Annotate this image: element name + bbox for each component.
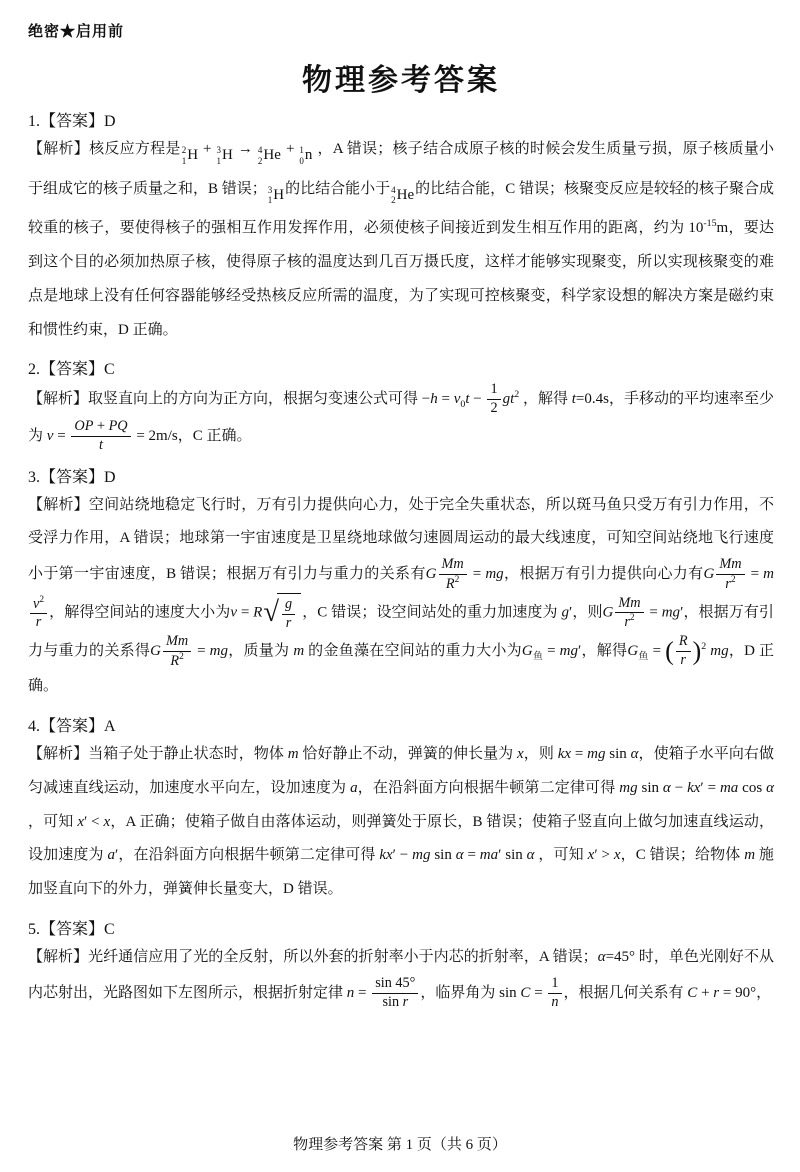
math-roman: sin xyxy=(430,847,456,864)
math-roman: = xyxy=(648,643,666,660)
math-var: v xyxy=(33,595,40,612)
math-roman: ′ < xyxy=(84,813,104,830)
math-var: G xyxy=(627,643,639,660)
math-var: C xyxy=(687,984,698,1001)
math-var: ma xyxy=(479,847,499,864)
math-var: r xyxy=(713,984,720,1001)
math-var: v xyxy=(46,427,54,444)
big-paren: ) xyxy=(692,636,702,666)
math-roman: ′ xyxy=(114,847,119,864)
problem-5-analysis: 【解析】光纤通信应用了光的全反射，所以外套的折射率小于内芯的折射率，A 错误；α=45° 时，单色光刚好不从内芯射出，光路图如下左图所示，根据折射定律 n = $\frac{\sin 45^\circ}{\text{sin r}}$ ，临界角为 sin C = $\frac{1}{n}$ ，根据几何关系有 C + r = 90°， xyxy=(28,948,774,1010)
problem-1 xyxy=(28,108,774,347)
math-var: g xyxy=(561,604,569,621)
math-var: x xyxy=(587,847,595,864)
math-roman: cos xyxy=(738,779,767,796)
problem-3 xyxy=(28,464,774,705)
superscript: -15 xyxy=(703,218,717,230)
math-var: R xyxy=(170,652,180,669)
math-roman: → xyxy=(233,141,257,157)
math-var: G xyxy=(703,566,715,583)
big-paren: ( xyxy=(665,636,674,666)
math-roman: = xyxy=(193,643,210,660)
problem-5-answer-line: 5.【答案】C xyxy=(28,920,115,938)
fraction xyxy=(439,556,467,593)
nuclide: 4 2 He xyxy=(391,184,415,206)
math-var: a xyxy=(350,779,358,796)
fraction xyxy=(30,595,47,632)
math-roman: − xyxy=(469,391,486,408)
problem-2 xyxy=(28,356,774,454)
subscript: 0 xyxy=(460,399,466,411)
math-var: kx xyxy=(379,847,393,864)
problem-4-answer-line: 4.【答案】A xyxy=(28,718,116,736)
math-var: a xyxy=(107,847,115,864)
superscript: 2 xyxy=(39,594,45,605)
math-var: r xyxy=(35,614,42,631)
math-var: mg xyxy=(661,604,681,621)
fraction: $\frac{1}{2}$ xyxy=(487,381,500,418)
fraction xyxy=(716,556,744,593)
math-var: Mm xyxy=(719,556,742,573)
math-roman: = xyxy=(437,391,454,408)
math-var: n xyxy=(346,984,355,1001)
math-var: mg xyxy=(209,643,228,660)
math-var: h xyxy=(430,391,438,408)
math-var: G xyxy=(425,566,437,583)
math-roman: = xyxy=(468,566,486,583)
problem-2-answer-line: 2.【答案】C xyxy=(28,361,115,379)
math-roman: − xyxy=(421,391,431,408)
math-var: mg xyxy=(559,643,578,660)
math-var: x xyxy=(103,813,111,830)
fraction xyxy=(676,633,691,670)
math-roman: m xyxy=(716,220,729,237)
math-roman: ′ xyxy=(568,604,573,621)
superscript: 2 xyxy=(701,641,707,653)
subscript: 鱼 xyxy=(532,651,544,663)
fraction xyxy=(548,975,561,1012)
nuclide: 3 1 H xyxy=(267,184,285,206)
nuclide: 4 2 He xyxy=(257,145,281,166)
math-roman: = xyxy=(543,643,560,660)
problem-2-analysis: 【解析】取竖直向上的方向为正方向，根据匀变速公式可得 $-h = v_0t$ − $\frac{1}{2}$ $gt^2$ ，解得 t=0.4s，手移动的平均速率至少为 v = $\frac{OP + PQ}{t}$ = 2m/s，C 正确。 xyxy=(28,381,774,453)
math-var: α xyxy=(630,746,639,763)
math-var: t xyxy=(99,436,103,453)
math-roman: ′ − xyxy=(392,847,413,864)
subscript: 鱼 xyxy=(638,651,649,663)
math-var: α xyxy=(662,779,671,796)
math-roman: + xyxy=(199,141,216,157)
math-var: t xyxy=(571,391,576,408)
math-var: R xyxy=(678,633,688,650)
math-roman: = xyxy=(571,746,588,763)
fraction xyxy=(71,418,130,455)
math-roman: + xyxy=(93,417,109,434)
math-var: R xyxy=(445,575,455,592)
problem-1-answer-line: 1.【答案】D xyxy=(28,113,116,130)
math-var: m xyxy=(744,847,756,864)
math-roman: sin xyxy=(605,746,631,763)
math-var: G xyxy=(602,604,614,621)
problem-3-analysis: 【解析】空间站绕地稳定飞行时，万有引力提供向心力，处于完全失重状态，所以斑马鱼只受万有引力作用，不受浮力作用，A 错误；地球第一宇宙速度是卫星绕地球做匀速圆周运动的最大线速度，可知空间站绕地飞行速度小于第一宇宙速度，B 错误；根据万有引力与重力的关系有G $\frac{Mm}{R^2}$ = mg，根据万有引力提供向心力有G $\frac{Mm}{r^2}$ = m $\frac{v^2}{r}$ ，解得空间站的速度大小为v = R √ $\frac{g}{r}$ ，C 错误；设空间站处的重力加速度为 g′，则G $\frac{Mm}{r^2}$ = mg′，根据万有引力与重力的关系得G $\frac{Mm}{R^2}$ = mg，质量为 m 的金鱼藻在空间站的重力大小为$G_鱼 = mg'$，解得$G_鱼$ = ( $\frac{R}{r}$ )$^2$ mg，D 正确。 xyxy=(28,496,774,695)
superscript: 2 xyxy=(454,574,460,585)
math-roman: ′ sin xyxy=(498,847,527,864)
math-var: mg xyxy=(706,643,729,660)
superscript: 2 xyxy=(629,613,635,624)
math-roman: ′ xyxy=(577,643,582,660)
fraction xyxy=(372,975,418,1012)
math-var: mg xyxy=(619,779,638,796)
math-var: G xyxy=(521,643,533,660)
math-roman: sin xyxy=(637,779,663,796)
math-var: C xyxy=(520,984,531,1001)
math-var: PQ xyxy=(108,417,128,434)
math-var: v xyxy=(230,604,237,621)
math-var: kx xyxy=(557,746,572,763)
math-roman: 1 xyxy=(551,974,559,991)
math-var: x xyxy=(77,813,84,830)
math-var: m xyxy=(293,643,305,660)
math-var: Mm xyxy=(441,556,464,573)
math-var: G xyxy=(150,643,161,660)
nuclide: 3 1 H xyxy=(216,145,233,166)
math-roman: ′ xyxy=(680,604,684,621)
math-var: R xyxy=(253,604,263,621)
fraction xyxy=(282,596,295,633)
superscript: 2 xyxy=(730,574,736,585)
math-var: x xyxy=(613,847,621,864)
math-var: α xyxy=(766,779,774,796)
math-roman: = xyxy=(463,847,480,864)
math-var: mg xyxy=(412,847,431,864)
math-var: α xyxy=(526,847,535,864)
math-roman: = xyxy=(530,984,547,1001)
math-var: r xyxy=(402,993,409,1010)
nuclide: 2 1 H xyxy=(181,145,199,166)
radical-sign-icon: √ xyxy=(263,597,279,629)
math-var: Mm xyxy=(165,633,189,650)
math-var: t xyxy=(465,391,470,408)
nuclide: 1 0 n xyxy=(299,145,313,166)
problem-3-answer-line: 3.【答案】D xyxy=(28,468,116,486)
math-var: x xyxy=(517,746,524,763)
math-var: m xyxy=(763,566,774,583)
page-footer: 物理参考答案 第 1 页（共 6 页） xyxy=(293,1137,507,1153)
math-var: g xyxy=(284,596,293,613)
superscript: 2 xyxy=(179,651,184,662)
math-var: ma xyxy=(719,779,739,796)
math-var: Mm xyxy=(618,594,641,611)
math-var: kx xyxy=(687,779,701,796)
math-var: r xyxy=(624,614,630,631)
math-roman: = xyxy=(53,427,70,444)
square-root xyxy=(263,593,301,633)
math-roman: = xyxy=(236,604,254,621)
math-var: v xyxy=(453,391,461,408)
problem-5 xyxy=(28,916,774,1011)
page-title: 物理参考答案 xyxy=(302,64,500,97)
math-roman: sin 45° xyxy=(375,974,416,991)
math-var: r xyxy=(725,575,731,592)
math-roman: = xyxy=(645,604,662,621)
math-roman: + xyxy=(281,141,299,157)
answers-list xyxy=(28,108,774,1011)
math-var: OP xyxy=(74,417,94,434)
classification-label: 绝密★启用前 xyxy=(28,24,125,40)
math-roman: sin xyxy=(499,984,521,1001)
math-roman: = 2m/s xyxy=(132,427,178,444)
math-var: mg xyxy=(485,566,504,583)
problem-4 xyxy=(28,713,774,907)
math-roman: ′ = xyxy=(700,779,720,796)
math-roman: = 90° xyxy=(719,984,757,1001)
math-roman: − xyxy=(670,779,688,796)
math-roman: sin xyxy=(382,993,403,1010)
math-roman: = xyxy=(746,566,764,583)
math-roman: ′ > xyxy=(594,847,614,864)
math-roman: = xyxy=(354,984,371,1001)
math-var: m xyxy=(287,746,299,763)
math-var: α xyxy=(455,847,464,864)
math-var: mg xyxy=(587,746,606,763)
math-var: n xyxy=(551,993,559,1010)
math-var: r xyxy=(285,615,292,632)
math-var: α xyxy=(597,948,606,965)
fraction xyxy=(615,595,643,632)
fraction xyxy=(163,633,191,670)
math-var: r xyxy=(680,652,686,669)
problem-4-analysis: 【解析】当箱子处于静止状态时，物体 m 恰好静止不动，弹簧的伸长量为 x，则 kx = mg sin α，使箱子水平向右做匀减速直线运动，加速度水平向左，设加速度为 a，在沿斜面方向根据牛顿第二定律可得 mg sin α − kx′ = ma cos α ，可知 x′ < x，A 正确；使箱子做自由落体运动，则弹簧处于原长，B 错误；使箱子竖直向上做匀加速直线运动，设加速度为 a′，在沿斜面方向根据牛顿第二定律可得 kx′ − mg sin α = ma′ sin α ，可知 x′ > x，C 错误；给物体 m 施加竖直向下的外力，弹簧伸长量变大，D 错误。 xyxy=(28,746,774,898)
math-var: gt xyxy=(502,391,515,408)
superscript: 2 xyxy=(514,389,520,401)
problem-1-analysis: 【解析】核反应方程是 2 1 H + 3 1 H → 4 2 He + 1 0 n ，A 错误；核子结合成原子核的时候会发生质量亏损，原子核质量小于组成它的核子质量之和，B 错误； 3 1 H 的比结合能小于 4 2 He 的比结合能，C 错误；核聚变反应是较轻的核子聚合成较重的核子，要使得核子的强相互作用发挥作用，必须使核子间接近到发生相互作用的距离，约为 $10^{-15}m$，要达到这个目的必须加热原子核，使得原子核的温度达到几百万摄氏度，这样才能够实现聚变，所以实现核聚变的难点是地球上没有任何容器能够经受热核反应所需的温度，为了实现可控核聚变，科学家设想的解决方案是磁约束和惯性约束，D 正确。 xyxy=(28,133,774,347)
math-roman: + xyxy=(697,984,714,1001)
